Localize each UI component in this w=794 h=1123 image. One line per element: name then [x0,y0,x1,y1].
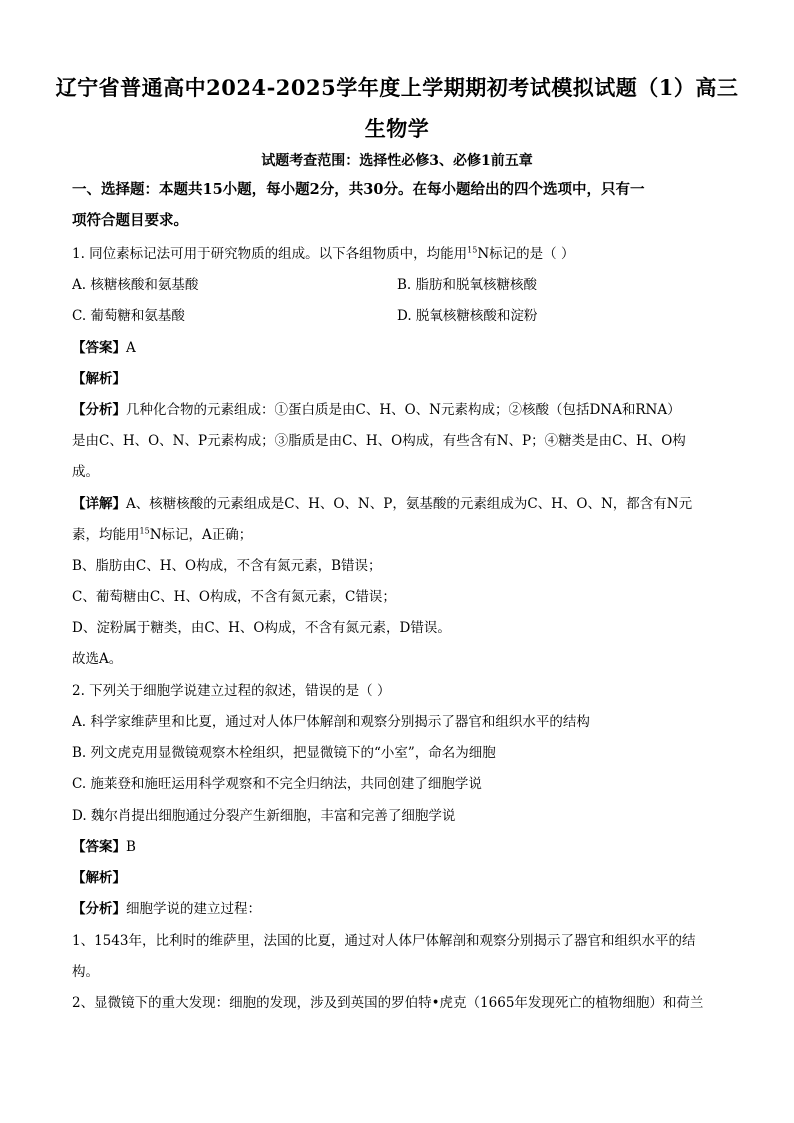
exam-scope: 试题考查范围：选择性必修3、必修1前五章 [261,153,533,169]
q1-analysis-tag: 【解析】 [72,371,126,387]
section-heading-line2: 项符合题目要求。 [72,212,188,229]
page-title-line2: 生物学 [364,116,430,141]
q1-detail-line1: 【详解】A、核糖核酸的元素组成是C、H、O、N、P，氨基酸的元素组成为C、H、O、N，都含有N元 [72,496,693,512]
q1-option-c: C. 葡萄糖和氨基酸 [72,308,185,324]
q2-point2-line1: 2、显微镜下的重大发现：细胞的发现，涉及到英国的罗伯特•虎克（1665年发现死亡的植物细胞）和荷兰 [72,995,704,1011]
q1-fenxi-line1: 【分析】几种化合物的元素组成：①蛋白质是由C、H、O、N元素构成；②核酸（包括DNA和RNA） [72,402,681,418]
q1-stem: 1. 同位素标记法可用于研究物质的组成。以下各组物质中，均能用$^{15}$N标记的是（ ） [72,245,575,262]
q2-answer: 【答案】B [72,839,136,855]
q1-detail-d: D、淀粉属于糖类，由C、H、O构成，不含有氮元素，D错误。 [72,620,451,636]
q1-fenxi-line2: 是由C、H、O、N、P元素构成；③脂质是由C、H、O构成，有些含有N、P；④糖类是由C、H、O构 [72,433,686,449]
q2-option-c: C. 施莱登和施旺运用科学观察和不完全归纳法，共同创建了细胞学说 [72,776,482,792]
q1-detail-line2: 素，均能用$^{15}$N标记，A正确； [72,526,253,543]
q1-option-d: D. 脱氧核糖核酸和淀粉 [397,308,538,324]
section-heading-line1: 一、选择题：本题共15小题，每小题2分，共30分。在每小题给出的四个选项中，只有一 [72,181,645,198]
q2-analysis-tag: 【解析】 [72,870,126,886]
q1-conclusion: 故选A。 [72,651,123,667]
q2-option-a: A. 科学家维萨里和比夏，通过对人体尸体解剖和观察分别揭示了器官和组织水平的结构 [72,714,590,730]
q2-option-d: D. 魏尔肖提出细胞通过分裂产生新细胞，丰富和完善了细胞学说 [72,808,456,824]
q1-detail-b: B、脂肪由C、H、O构成，不含有氮元素，B错误； [72,558,382,574]
q2-option-b: B. 列文虎克用显微镜观察木栓组织，把显微镜下的“小室”，命名为细胞 [72,745,496,761]
q2-point1-line2: 构。 [72,964,99,980]
q1-fenxi-line3: 成。 [72,464,99,480]
q1-option-b: B. 脂肪和脱氧核糖核酸 [397,277,538,293]
q1-detail-c: C、葡萄糖由C、H、O构成，不含有氮元素，C错误； [72,589,396,605]
q2-fenxi: 【分析】细胞学说的建立过程： [72,901,261,917]
q2-point1-line1: 1、1543年，比利时的维萨里，法国的比夏，通过对人体尸体解剖和观察分别揭示了器官和组织水平的结 [72,933,696,949]
q2-stem: 2. 下列关于细胞学说建立过程的叙述，错误的是（ ） [72,683,391,699]
q1-option-a: A. 核糖核酸和氨基酸 [72,277,199,293]
q1-answer: 【答案】A [72,340,136,356]
page-title-line1: 辽宁省普通高中2024-2025学年度上学期期初考试模拟试题（1）高三 [55,75,739,100]
